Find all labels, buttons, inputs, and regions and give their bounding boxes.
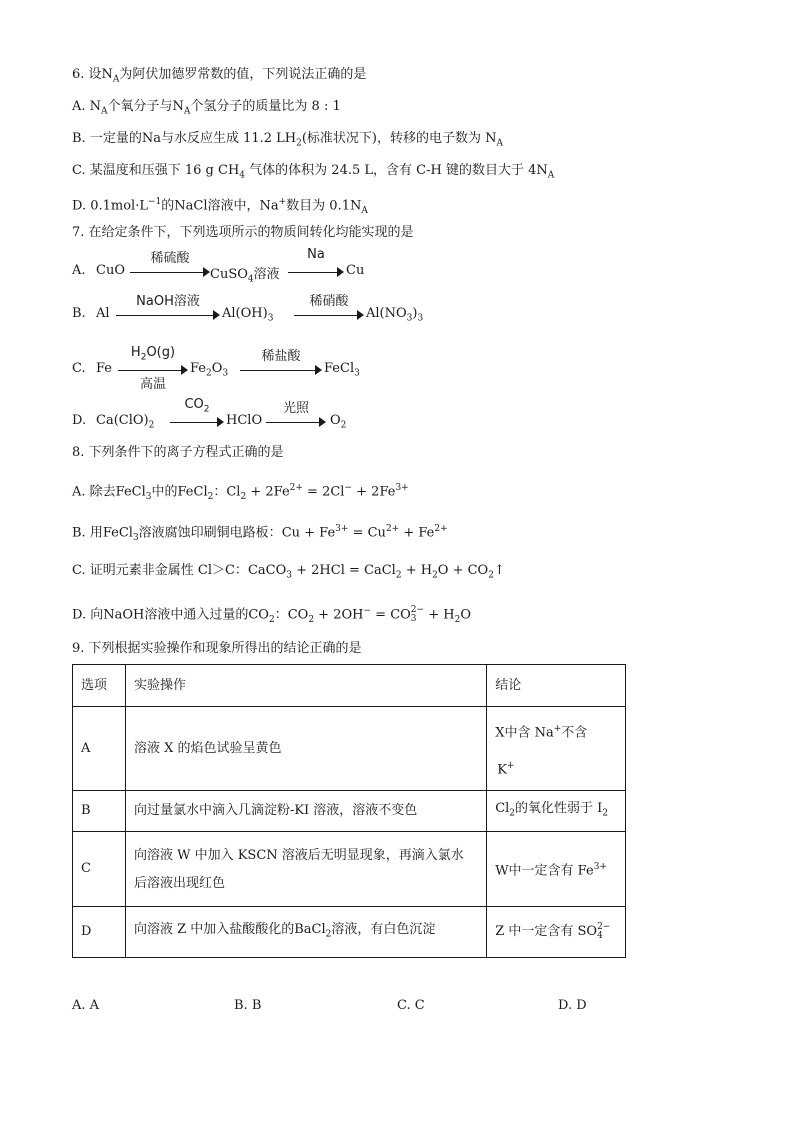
table-row: D 向溶液 Z 中加入盐酸酸化的BaCl$_2$溶液，有白色沉淀 Z 中一定含有 SO 2− 4 <box>73 907 626 958</box>
q7-option-c: C. Fe $H_2O(g)$ 高温 $Fe_2O_3$ 稀盐酸 FeCl$_3$ <box>72 345 360 392</box>
q7-option-d: D. $Ca(ClO)_2$ $CO_2$ HClO 光照 $O_2$ <box>72 397 347 431</box>
q6-option-c: C. 某温度和压强下 16 g $CH_4$ 气体的体积为 24.5 L，含有 C-H 键的数目大于 $4N_A$ <box>72 163 555 181</box>
table-header: 实验操作 <box>125 665 486 707</box>
q6-option-a: A. $N_A$个氧分子与$N_A$个氢分子的质量比为 8 : 1 <box>72 99 341 117</box>
table-header: 选项 <box>73 665 126 707</box>
q9-choice-d: D. D <box>558 998 587 1013</box>
q9-choice-c: C. C <box>397 998 425 1013</box>
q7-stem: 7. 在给定条件下，下列选项所示的物质间转化均能实现的是 <box>72 225 414 240</box>
q8-option-d: D. 向NaOH溶液中通入过量的$CO_2$：$CO_2 + 2OH^-$ = CO 2− 3 + $H_2O$ <box>72 604 471 625</box>
q9-choice-b: B. B <box>234 998 262 1013</box>
q7-option-a: A. CuO 稀硫酸 CuSO$_4$溶液 Na Cu <box>72 247 365 285</box>
table-header: 结论 <box>487 665 626 707</box>
q8-option-a: A. 除去FeCl$_3$中的FeCl$_2$：$Cl_2 + 2Fe^{2+} = 2Cl^- + 2Fe^{3+}$ <box>72 483 409 502</box>
q8-option-c: C. 证明元素非金属性 Cl＞C：CaCO$_3$ + 2HCl = CaCl$_2$ + $H_2O$ + $CO_2↑$ <box>72 563 505 581</box>
table-row: C 向溶液 W 中加入 KSCN 溶液后无明显现象，再滴入氯水 后溶液出现红色 W中一定含有 $Fe^{3+}$ <box>73 832 626 907</box>
table-row: B 向过量氯水中滴入几滴淀粉-KI 溶液，溶液不变色 $Cl_2$的氧化性弱于 $I_2$ <box>73 791 626 832</box>
q8-stem: 8. 下列条件下的离子方程式正确的是 <box>72 445 284 460</box>
q9-stem: 9. 下列根据实验操作和现象所得出的结论正确的是 <box>72 641 362 656</box>
q8-option-b: B. 用FeCl$_3$溶液腐蚀印刷铜电路板：$Cu + Fe^{3+} = Cu^{2+} + Fe^{2+}$ <box>72 524 448 543</box>
q6-option-d: D. $0.1mol\cdot L^{-1}$的NaCl溶液中，Na+数目为 $0.1N_A$ <box>72 197 368 216</box>
table-header-row <box>73 665 626 707</box>
table-row: A 溶液 X 的焰色试验呈黄色 X中含 Na+不含 K+ <box>73 707 626 791</box>
q7-option-b: B. Al NaOH溶液 $Al(OH)_3$ 稀硝酸 $Al(NO_3)_3$ <box>72 294 424 324</box>
q6-stem: 6. 设$N_A$为阿伏加德罗常数的值，下列说法正确的是 <box>72 67 367 85</box>
experiment-table <box>72 664 626 958</box>
q9-choice-a: A. A <box>72 998 100 1013</box>
q6-option-b: B. 一定量的Na与水反应生成 11.2 $LH_2$(标准状况下)，转移的电子数为 $N_A$ <box>72 131 504 149</box>
